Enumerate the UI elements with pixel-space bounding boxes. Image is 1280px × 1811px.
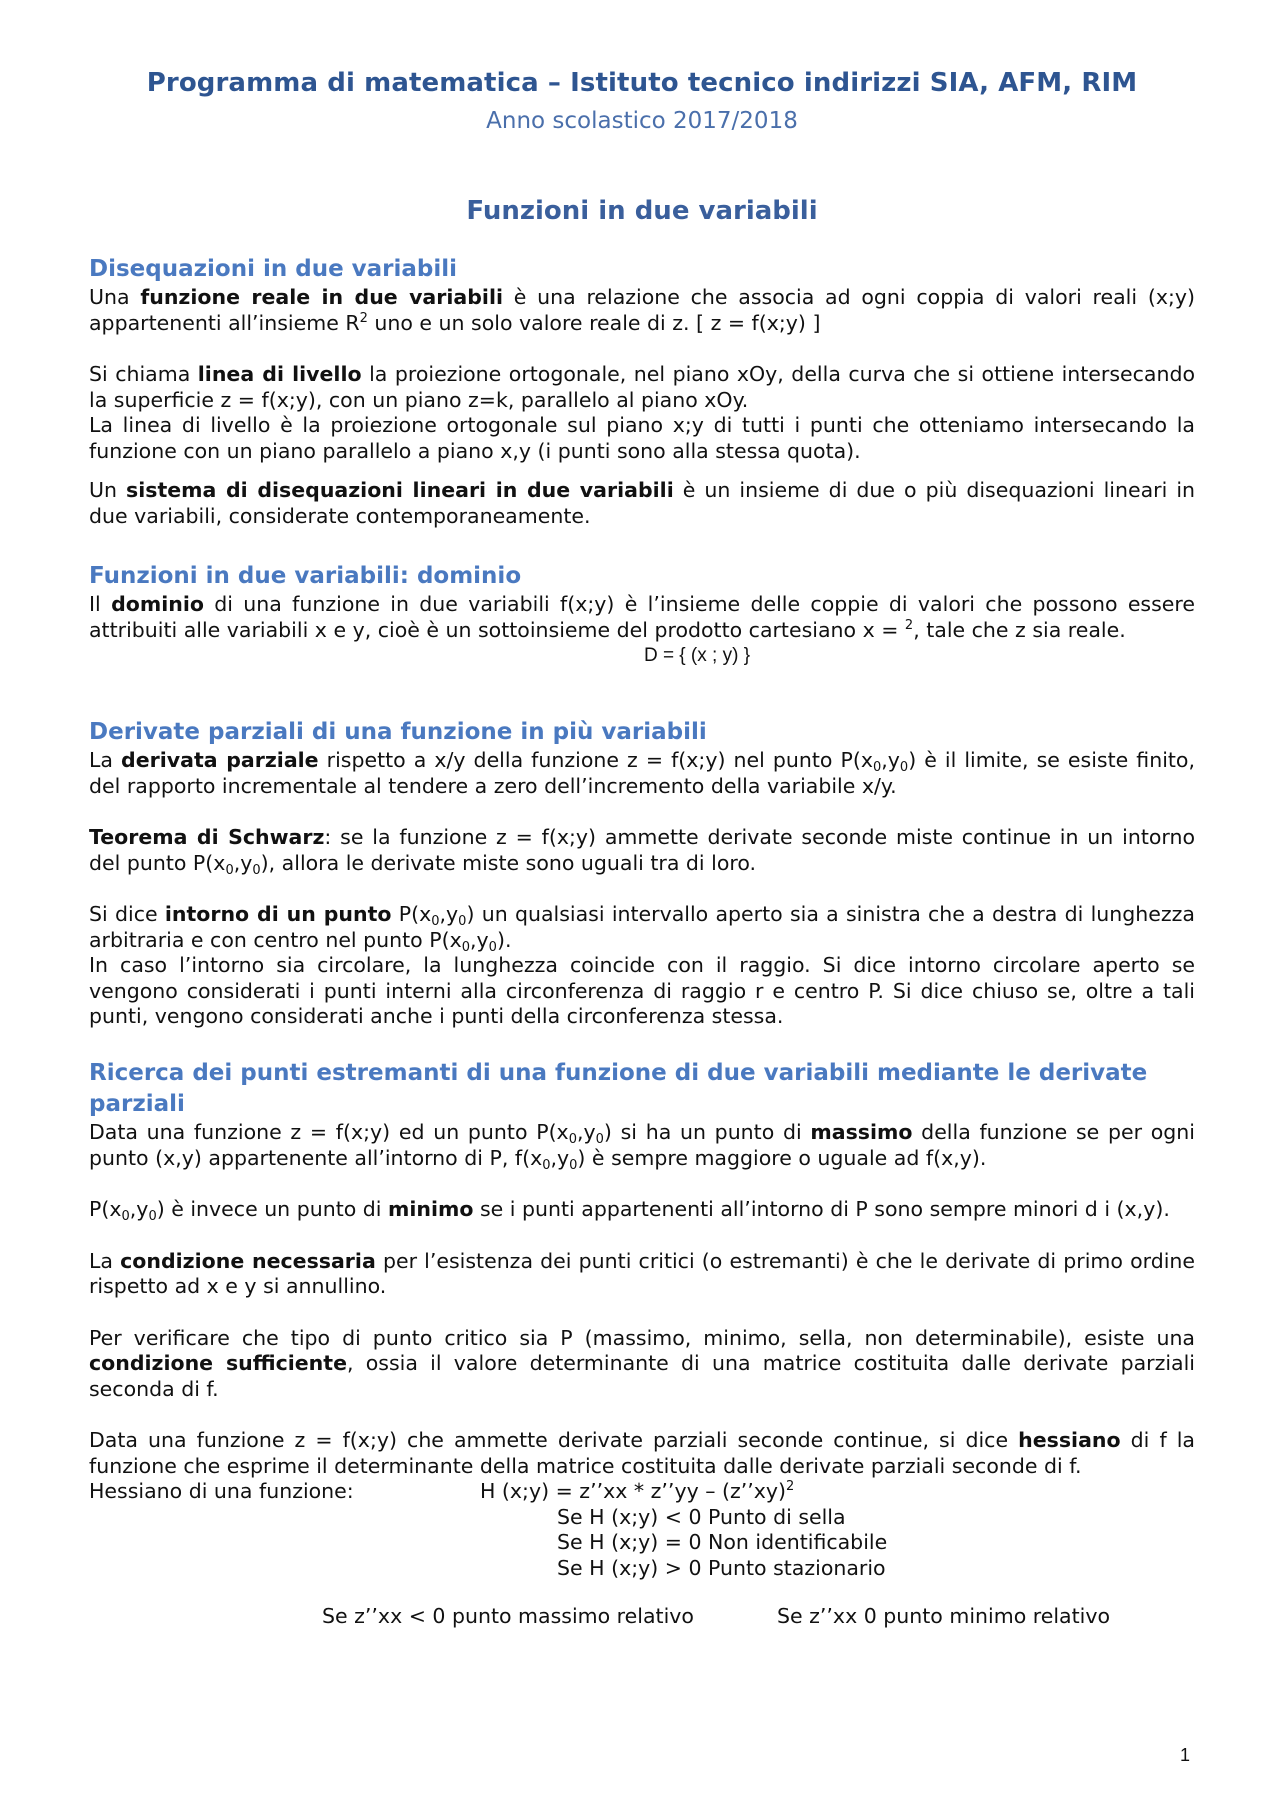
text: ) si ha un punto di xyxy=(603,1120,811,1144)
text: uno e un solo valore reale di z. [ z = f(x;y) ] xyxy=(367,310,821,335)
hessian-case-stazionario: Se H (x;y) > 0 Punto stazionario xyxy=(557,1555,886,1580)
section-derivate-parziali xyxy=(89,717,1195,1030)
hessian-case-non-identificabile: Se H (x;y) = 0 Non identificabile xyxy=(557,1530,888,1554)
section-dominio xyxy=(89,561,1195,669)
heading-dominio: Funzioni in due variabili: dominio xyxy=(89,563,522,589)
bold-term: minimo xyxy=(388,1197,474,1221)
note-minimo-relativo: Se z’’xx 0 punto minimo relativo xyxy=(777,1604,1111,1628)
paragraph-intorno-circolare: In caso l’intorno sia circolare, la lunghezza coincide con il raggio. Si dice intorno circolare aperto se vengono considerati i punti interni alla circonferenza di raggio r e centro P. Si dice chiuso se, oltre a tali punti, vengono considerati anche i punti della circonferenza stessa. xyxy=(89,953,1195,1028)
paragraph-condizione-sufficiente xyxy=(89,1326,1195,1403)
text: , tale che z sia reale. xyxy=(913,617,1126,642)
text: , ossia il valore determinante di una matrice costituita dalle derivate parziali seconda di f. xyxy=(89,1351,1195,1401)
page-number: 1 xyxy=(1180,1745,1191,1765)
relative-extremum-row xyxy=(89,1604,1195,1630)
text: di una funzione in due variabili f(x;y) è l’insieme delle coppie di valori che possono essere attribuiti alle variabili x e y, cioè è un sottoinsieme del prodotto cartesiano x = xyxy=(89,592,1195,642)
section-punti-estremanti xyxy=(89,1058,1195,1630)
text: ), allora le derivate miste sono uguali tra di loro. xyxy=(260,850,757,875)
paragraph-linea-livello-2: La linea di livello è la proiezione ortogonale sul piano x;y di tutti i punti che otteniamo intersecando la funzione con un piano parallelo a piano x,y (i punti sono alla stessa quota). xyxy=(89,413,1195,463)
text: della funzione se per ogni punto (x,y) appartenente all’intorno di P, f(x xyxy=(89,1120,1195,1170)
superscript: 2 xyxy=(786,1479,795,1494)
subscript: 0 xyxy=(569,1157,578,1173)
subscript: 0 xyxy=(458,914,467,929)
hessian-case-row xyxy=(89,1530,1195,1556)
heading-disequazioni: Disequazioni in due variabili xyxy=(89,256,458,282)
subscript: 0 xyxy=(488,939,497,955)
text: ) è il limite, se esiste finito, del rapporto incrementale al tendere a zero dell’incremento della variabile x/y. xyxy=(89,748,1195,798)
hessian-case-row xyxy=(89,1556,1195,1582)
hessian-label: Hessiano di una funzione: xyxy=(89,1479,354,1503)
text: ). xyxy=(496,927,512,952)
document-subtitle: Anno scolastico 2017/2018 xyxy=(486,108,798,134)
bold-term: condizione sufficiente xyxy=(89,1351,347,1375)
text: se i punti appartenenti all’intorno di P sono sempre minori d i (x,y). xyxy=(473,1197,1170,1221)
paragraph-derivata-parziale xyxy=(89,748,1195,799)
superscript: 2 xyxy=(359,310,368,326)
domain-formula: D = { (x ; y) } xyxy=(643,645,751,666)
bold-term: dominio xyxy=(111,592,204,616)
heading-derivate-parziali: Derivate parziali di una funzione in più variabili xyxy=(89,719,707,745)
text: ,y xyxy=(439,902,459,926)
text: Per verificare che tipo di punto critico sia P (massimo, minimo, sella, non determinabile), esiste una xyxy=(89,1325,1195,1350)
paragraph-condizione-necessaria xyxy=(89,1249,1195,1300)
subscript: 0 xyxy=(872,760,882,775)
text: Si dice xyxy=(89,902,165,926)
subscript: 0 xyxy=(252,862,261,878)
paragraph-dominio xyxy=(89,592,1195,643)
note-massimo-relativo: Se z’’xx < 0 punto massimo relativo xyxy=(322,1604,694,1628)
text: per l’esistenza dei punti critici (o estremanti) è che le derivate di primo ordine rispetto ad x e y si annullino. xyxy=(89,1248,1196,1298)
subscript: 0 xyxy=(148,1209,157,1224)
section-disequazioni xyxy=(89,254,1195,529)
bold-term: funzione reale in due variabili xyxy=(140,285,503,309)
bold-term: condizione necessaria xyxy=(120,1248,376,1273)
text: ,y xyxy=(881,748,900,772)
text: ) un qualsiasi intervallo aperto sia a sinistra che a destra di lunghezza arbitraria e con centro nel punto P(x xyxy=(89,902,1195,952)
document-title: Programma di matematica – Istituto tecnico indirizzi SIA, AFM, RIM xyxy=(146,68,1138,98)
paragraph-linea-livello xyxy=(89,362,1195,413)
text: è una relazione che associa ad ogni coppia di valori reali (x;y) appartenenti all’insieme R xyxy=(89,285,1195,335)
text: ,y xyxy=(233,850,253,875)
text: P(x xyxy=(89,1197,122,1221)
text: ) è sempre maggiore o uguale ad f(x,y). xyxy=(577,1145,987,1170)
paragraph-sistema xyxy=(89,478,1195,529)
bold-term: hessiano xyxy=(1018,1428,1121,1452)
hessian-case-row xyxy=(89,1505,1195,1531)
text: : se la funzione z = f(x;y) ammette derivate seconde miste continue in un intorno del punto P(x xyxy=(89,825,1195,875)
text: Si chiama xyxy=(89,362,198,386)
subscript: 0 xyxy=(225,862,234,878)
hessian-formula xyxy=(480,1479,794,1505)
text: Data una funzione z = f(x;y) ed un punto P(x xyxy=(89,1120,569,1144)
text: ,y xyxy=(550,1145,570,1170)
hessian-row xyxy=(89,1479,1195,1505)
text: La xyxy=(89,1248,121,1273)
bold-term: derivata parziale xyxy=(121,748,319,772)
text: è un insieme di due o più disequazioni lineari in due variabili, considerate contemporaneamente. xyxy=(89,478,1196,528)
text: La xyxy=(89,748,122,772)
paragraph-intorno xyxy=(89,902,1195,953)
text: ) è invece un punto di xyxy=(156,1197,389,1221)
paragraph-schwarz xyxy=(89,825,1195,876)
subscript: 0 xyxy=(121,1209,130,1224)
subscript: 0 xyxy=(595,1132,604,1147)
paragraph-funzione-reale xyxy=(89,285,1195,336)
paragraph-massimo xyxy=(89,1120,1195,1171)
text: Data una funzione z = f(x;y) che ammette derivate parziali seconde continue, si dice xyxy=(89,1428,1019,1452)
text: Una xyxy=(89,285,141,309)
text: Un xyxy=(89,478,127,502)
text: Il xyxy=(89,592,112,616)
subscript: 0 xyxy=(899,760,909,775)
heading-punti-estremanti: Ricerca dei punti estremanti di una funzione di due variabili mediante le derivate parziali xyxy=(89,1060,1148,1117)
superscript: 2 xyxy=(904,617,914,633)
bold-term: intorno di un punto xyxy=(164,902,392,926)
text: ,y xyxy=(129,1197,149,1221)
paragraph-hessiano xyxy=(89,1428,1195,1479)
text: H (x;y) = z’’xx * z’’yy – (z’’xy) xyxy=(480,1479,787,1503)
hessian-case-sella: Se H (x;y) < 0 Punto di sella xyxy=(557,1504,846,1529)
bold-term: linea di livello xyxy=(197,362,362,386)
text: ,y xyxy=(470,927,489,952)
subscript: 0 xyxy=(568,1132,577,1147)
text: di f la funzione che esprime il determinante della matrice costituita dalle derivate parziali seconde di f. xyxy=(89,1428,1195,1478)
paragraph-minimo xyxy=(89,1197,1195,1223)
bold-term: massimo xyxy=(810,1120,913,1144)
text: ,y xyxy=(576,1120,596,1144)
subscript: 0 xyxy=(542,1157,551,1173)
subscript: 0 xyxy=(431,914,440,929)
text: rispetto a x/y della funzione z = f(x;y) nel punto P(x xyxy=(318,748,873,772)
section-title: Funzioni in due variabili xyxy=(466,196,818,226)
text: la proiezione ortogonale, nel piano xOy, della curva che si ottiene intersecando la superficie z = f(x;y), con un piano z=k, parallelo al piano xOy. xyxy=(89,362,1196,412)
bold-term: Teorema di Schwarz xyxy=(89,825,325,849)
bold-term: sistema di disequazioni lineari in due variabili xyxy=(126,478,674,502)
subscript: 0 xyxy=(461,939,471,955)
text: P(x xyxy=(391,902,432,926)
